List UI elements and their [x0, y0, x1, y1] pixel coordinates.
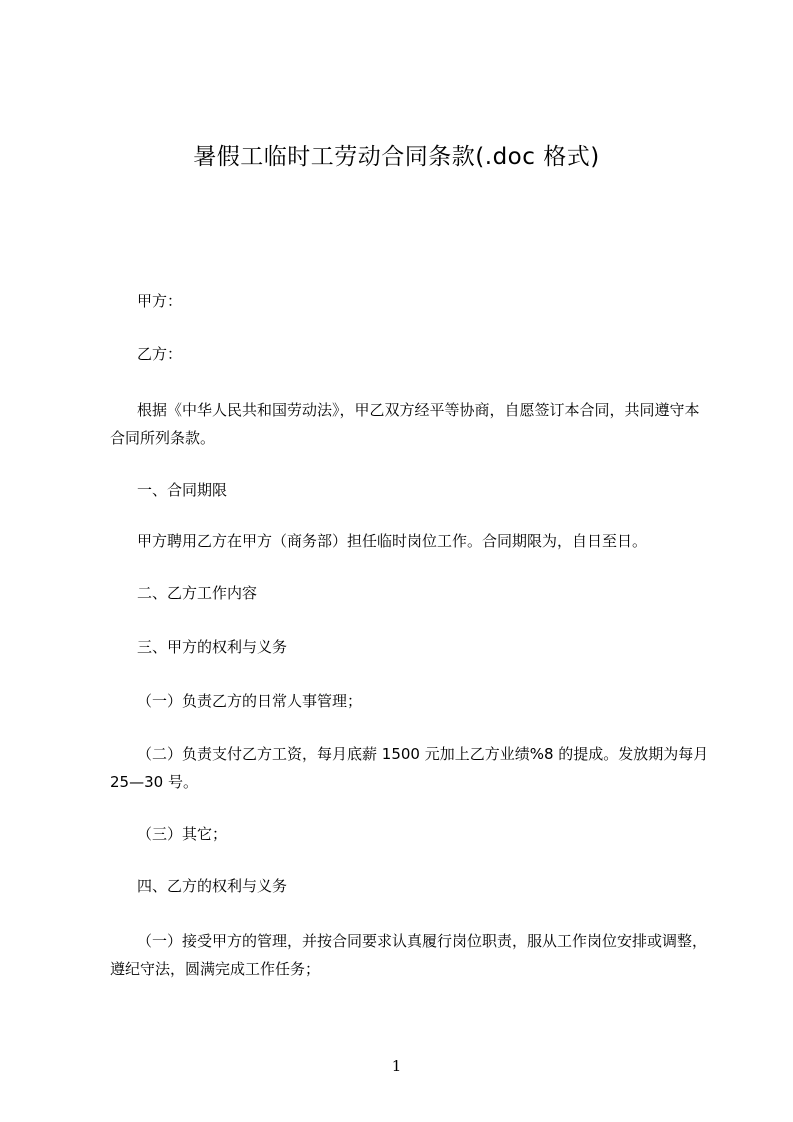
section-2-heading: 二、乙方工作内容	[137, 584, 258, 602]
section-3-item-3: （三）其它；	[137, 825, 228, 843]
party-a-line: 甲方：	[137, 292, 183, 310]
party-b-line: 乙方：	[137, 345, 183, 363]
document-title: 暑假工临时工劳动合同条款(.doc 格式)	[193, 144, 600, 170]
section-1-heading: 一、合同期限	[137, 481, 228, 499]
section-3-item-2: （二）负责支付乙方工资，每月底薪 1500 元加上乙方业绩%8 的提成。发放期为每月 25—30 号。	[110, 745, 709, 791]
section-3-heading: 三、甲方的权利与义务	[137, 638, 288, 656]
section-1-body: 甲方聘用乙方在甲方（商务部）担任临时岗位工作。合同期限为，自日至日。	[137, 532, 648, 550]
section-4-item-1: （一）接受甲方的管理，并按合同要求认真履行岗位职责，服从工作岗位安排或调整，遵纪守法，圆满完成工作任务；	[110, 932, 708, 978]
page-number: 1	[391, 1057, 402, 1075]
section-3-item-1: （一）负责乙方的日常人事管理；	[137, 692, 363, 710]
section-4-heading: 四、乙方的权利与义务	[137, 877, 288, 895]
intro-paragraph: 根据《中华人民共和国劳动法》，甲乙双方经平等协商，自愿签订本合同，共同遵守本合同所列条款。	[110, 401, 700, 447]
